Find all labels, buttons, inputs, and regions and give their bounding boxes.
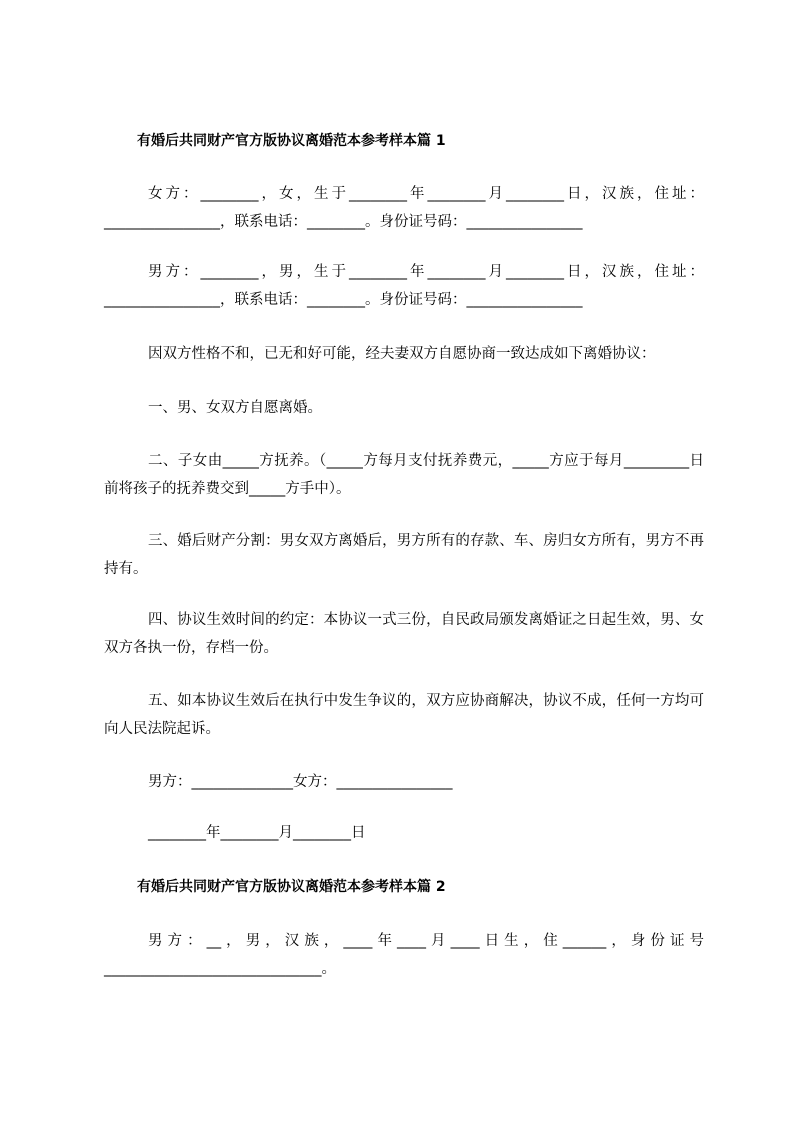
section-title-2: 有婚后共同财产官方版协议离婚范本参考样本篇 2 bbox=[137, 879, 446, 895]
signature-line: 男方：______________女方：________________ bbox=[148, 774, 453, 790]
date-line: ________年________月________日 bbox=[148, 825, 366, 841]
clause-1: 一、男、女双方自愿离婚。 bbox=[148, 400, 322, 416]
agreement-intro: 因双方性格不和，已无和好可能，经夫妻双方自愿协商一致达成如下离婚协议： bbox=[148, 346, 656, 362]
section-title-1: 有婚后共同财产官方版协议离婚范本参考样本篇 1 bbox=[137, 133, 446, 149]
male-party-info: 男方：________，男，生于________年________月________日，汉族，住址：________________，联系电话：________。身份证号码：________________ bbox=[104, 264, 704, 308]
clause-5: 五、如本协议生效后在执行中发生争议的，双方应协商解决，协议不成，任何一方均可向人民法院起诉。 bbox=[104, 693, 704, 737]
male-party-info-2: 男方：__，男，汉族，____年____月____日生，住______，身份证号______________________________。 bbox=[104, 933, 704, 977]
clause-4: 四、协议生效时间的约定：本协议一式三份，自民政局颁发离婚证之日起生效，男、女双方各执一份，存档一份。 bbox=[104, 612, 704, 656]
female-party-info: 女方：________，女，生于________年________月________日，汉族，住址：________________，联系电话：________。身份证号码：________________ bbox=[104, 186, 704, 230]
clause-2: 二、子女由_____方抚养。（_____方每月支付抚养费元，_____方应于每月_________日前将孩子的抚养费交到_____方手中）。 bbox=[104, 453, 704, 497]
clause-3: 三、婚后财产分割：男女双方离婚后，男方所有的存款、车、房归女方所有，男方不再持有。 bbox=[104, 533, 704, 577]
